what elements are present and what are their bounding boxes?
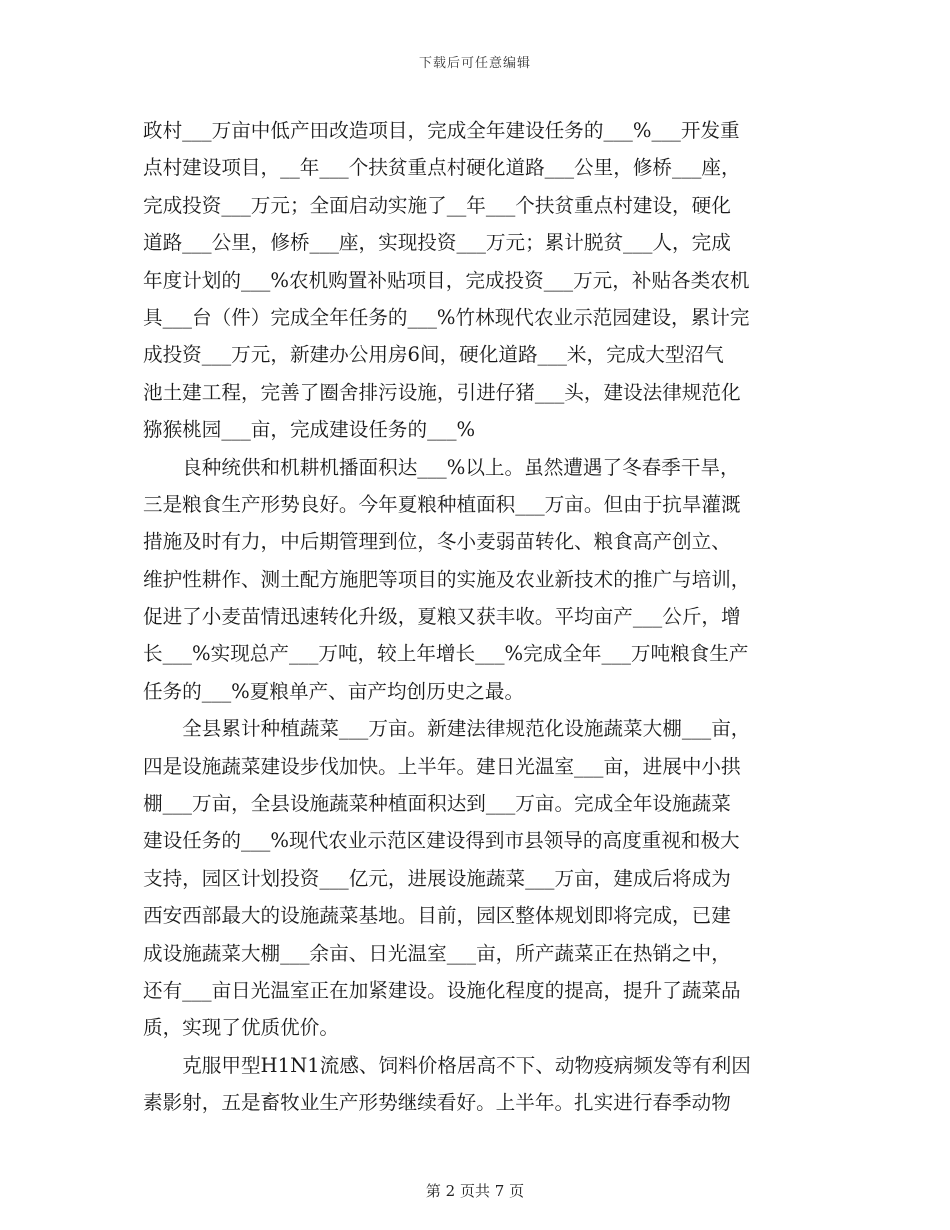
text-line: 四是设施蔬菜建设步伐加快。上半年。建日光温室___亩，进展中小拱: [143, 754, 741, 778]
document-body: [143, 112, 803, 1122]
paragraph: [143, 1047, 803, 1122]
text-line: 完成投资___万元；全面启动实施了__年___个扶贫重点村建设，硬化: [143, 193, 731, 217]
text-line: 支持，园区计划投资___亿元，进展设施蔬菜___万亩，建成后将成为: [143, 866, 731, 890]
text-line: 还有___亩日光温室正在加紧建设。设施化程度的提高，提升了蔬菜品: [143, 978, 741, 1002]
page-header: 下载后可任意编辑: [418, 56, 531, 71]
text-line: 建设任务的___%现代农业示范区建设得到市县领导的高度重视和极大: [143, 829, 740, 853]
page-number: 第 2 页共 7 页: [425, 1182, 525, 1200]
text-line: 成投资___万元，新建办公用房6间，硬化道路___米，完成大型沼气: [143, 343, 724, 367]
text-line: 棚___万亩，全县设施蔬菜种植面积达到___万亩。完成全年设施蔬菜: [143, 792, 731, 816]
text-line: 质，实现了优质优价。: [143, 1016, 339, 1040]
text-line: 成设施蔬菜大棚___余亩、日光温室___亩，所产蔬菜正在热销之中，: [143, 941, 731, 965]
text-line: 措施及时有力，中后期管理到位，冬小麦弱苗转化、粮食高产创立、: [143, 530, 731, 554]
text-line: 具___台（件）完成全年任务的___%竹林现代农业示范园建设，累计完: [143, 305, 750, 329]
text-line: 道路___公里，修桥___座，实现投资___万元；累计脱贫___人，完成: [143, 231, 731, 255]
text-line: 素影射，五是畜牧业生产形势继续看好。上半年。扎实进行春季动物: [143, 1091, 731, 1115]
text-line: 克服甲型H1N1流感、饲料价格居高不下、动物疫病频发等有利因: [143, 1053, 751, 1077]
text-line: 维护性耕作、测土配方施肥等项目的实施及农业新技术的推广与培训，: [143, 567, 751, 591]
text-line: 任务的___%夏粮单产、亩产均创历史之最。: [143, 679, 525, 703]
text-line: 全县累计种植蔬菜___万亩。新建法律规范化设施蔬菜大棚___亩，: [143, 717, 751, 741]
text-line: 长___%实现总产___万吨，较上年增长___%完成全年___万吨粮食生产: [143, 642, 749, 666]
paragraph: [143, 710, 803, 1047]
text-line: 点村建设项目，__年___个扶贫重点村硬化道路___公里，修桥___座，: [143, 156, 741, 180]
text-line: 池土建工程，完善了圈舍排污设施，引进仔猪___头，建设法律规范化: [143, 380, 741, 404]
paragraph: [143, 112, 803, 449]
text-line: 猕猴桃园___亩，完成建设任务的___%: [143, 418, 476, 442]
text-line: 良种统供和机耕机播面积达___%以上。虽然遭遇了冬春季干旱，: [143, 455, 740, 479]
text-line: 促进了小麦苗情迅速转化升级，夏粮又获丰收。平均亩产___公斤，增: [143, 605, 741, 629]
paragraph: [143, 449, 803, 711]
text-line: 年度计划的___%农机购置补贴项目，完成投资___万元，补贴各类农机: [143, 268, 750, 292]
text-line: 三是粮食生产形势良好。今年夏粮种植面积___万亩。但由于抗旱灌溉: [143, 492, 741, 516]
text-line: 政村___万亩中低产田改造项目，完成全年建设任务的___%___开发重: [143, 119, 740, 142]
text-line: 西安西部最大的设施蔬菜基地。目前，园区整体规划即将完成，已建: [143, 904, 731, 928]
